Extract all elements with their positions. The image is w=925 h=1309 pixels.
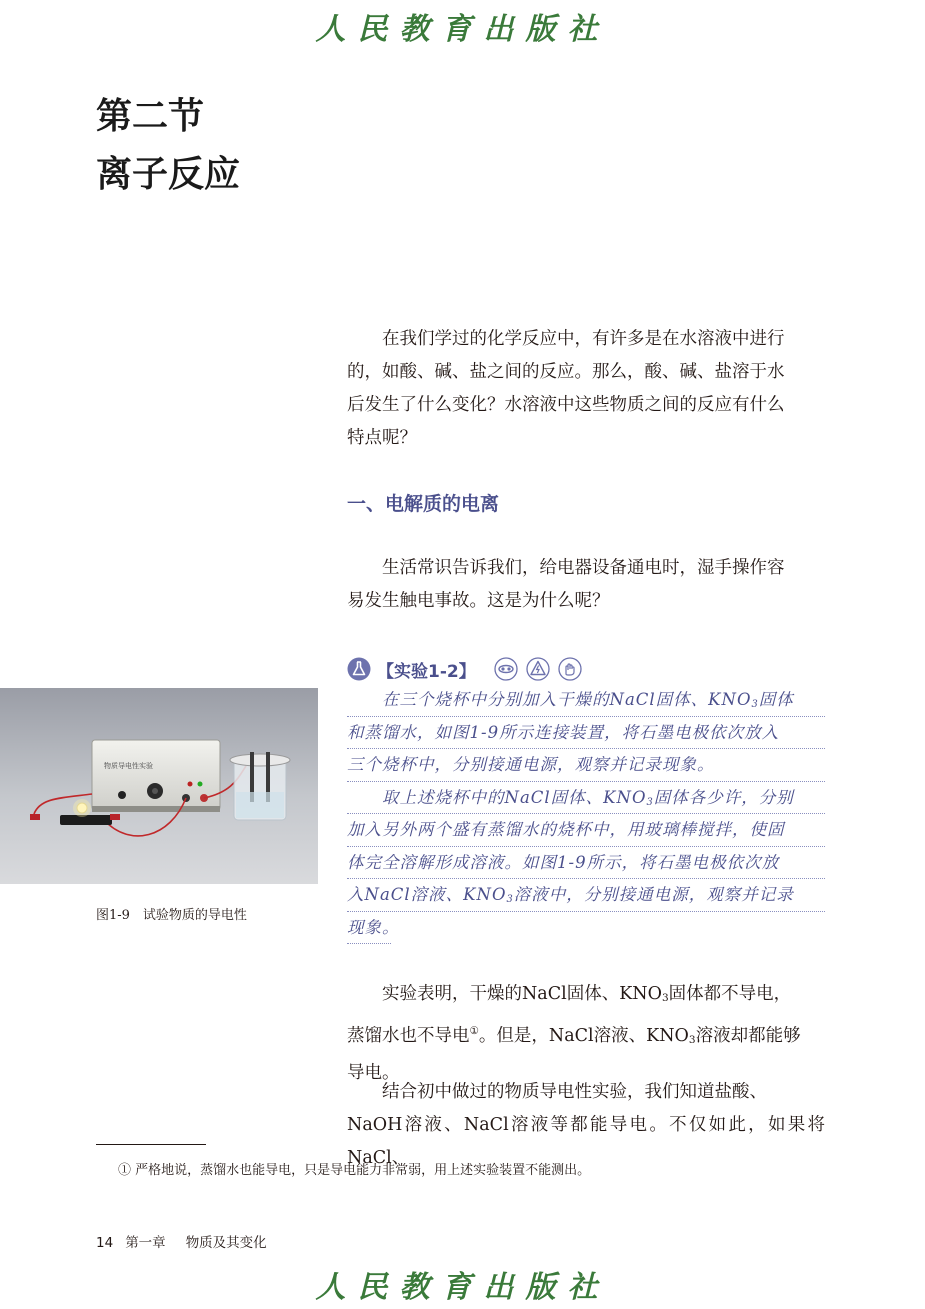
experiment-line: 体完全溶解形成溶液。如图1-9所示，将石墨电极依次放	[347, 847, 825, 880]
section-heading	[96, 88, 240, 204]
conclusion-line: 结合初中做过的物质导电性实验，我们知道盐酸、	[382, 1082, 767, 1102]
device-label: 物质导电性实验	[104, 762, 153, 770]
publisher-logo-bottom: 人民教育出版社	[315, 1270, 610, 1305]
page-footer	[96, 1231, 267, 1251]
section-number: 第二节	[96, 96, 205, 137]
footnote-rule	[96, 1144, 206, 1145]
chapter-title: 物质及其变化	[185, 1235, 267, 1251]
footnote: ① 严格地说，蒸馏水也能导电，只是导电能力非常弱，用上述实验装置不能测出。	[118, 1163, 591, 1178]
publisher-logo-top: 人民教育出版社	[315, 12, 610, 47]
page-number: 14	[96, 1235, 114, 1251]
experiment-line: 取上述烧杯中的NaCl固体、$KNO_3$固体各少许，分别	[347, 782, 825, 815]
experiment-line: 入NaCl溶液、$KNO_3$溶液中，分别接通电源，观察并记录	[347, 879, 825, 912]
life-line: 易发生触电事故。这是为什么呢？	[347, 591, 610, 611]
intro-line: 特点呢？	[347, 428, 417, 448]
intro-line: 的，如酸、碱、盐之间的反应。那么，酸、碱、盐溶于水	[347, 362, 785, 382]
result-paragraph	[347, 978, 825, 1090]
experiment-text	[347, 684, 825, 944]
chapter-label: 第一章	[125, 1235, 166, 1251]
experiment-line: 三个烧杯中，分别接通电源，观察并记录现象。	[347, 749, 825, 782]
life-paragraph	[347, 552, 825, 618]
figure-caption: 图1-9 试验物质的导电性	[96, 908, 247, 923]
conductivity-apparatus-photo	[0, 688, 318, 884]
safety-icons	[494, 657, 582, 681]
intro-line: 在我们学过的化学反应中，有许多是在水溶液中进行	[382, 329, 785, 349]
footnote-marker: ①	[469, 1025, 479, 1037]
intro-paragraph	[347, 323, 825, 455]
section-title: 离子反应	[96, 154, 241, 195]
hand-wash-icon	[558, 657, 582, 681]
experiment-line: 在三个烧杯中分别加入干燥的NaCl固体、$KNO_3$固体	[347, 684, 825, 717]
experiment-header	[347, 655, 582, 683]
experiment-title: 【实验1-2】	[377, 661, 476, 682]
electric-hazard-icon	[526, 657, 550, 681]
result-line: 蒸馏水也不导电①。但是，NaCl溶液、$KNO_3$溶液却都能够	[347, 1025, 801, 1046]
life-line: 生活常识告诉我们，给电器设备通电时，湿手操作容	[382, 558, 785, 578]
experiment-line: 加入另外两个盛有蒸馏水的烧杯中，用玻璃棒搅拌，使固	[347, 814, 825, 847]
conclusion-line: NaOH溶液、NaCl溶液等都能导电。不仅如此，如果将NaCl、	[347, 1115, 825, 1168]
flask-icon	[347, 657, 371, 681]
intro-line: 后发生了什么变化？水溶液中这些物质之间的反应有什么	[347, 395, 785, 415]
experiment-line: 和蒸馏水，如图1-9所示连接装置，将石墨电极依次放入	[347, 717, 825, 750]
experiment-line: 现象。	[347, 912, 391, 945]
goggles-icon	[494, 657, 518, 681]
result-line: 导电。	[347, 1062, 400, 1083]
result-line: 实验表明，干燥的NaCl固体、$KNO_3$固体都不导电，	[382, 984, 792, 1004]
subheading: 一、电解质的电离	[347, 493, 500, 515]
